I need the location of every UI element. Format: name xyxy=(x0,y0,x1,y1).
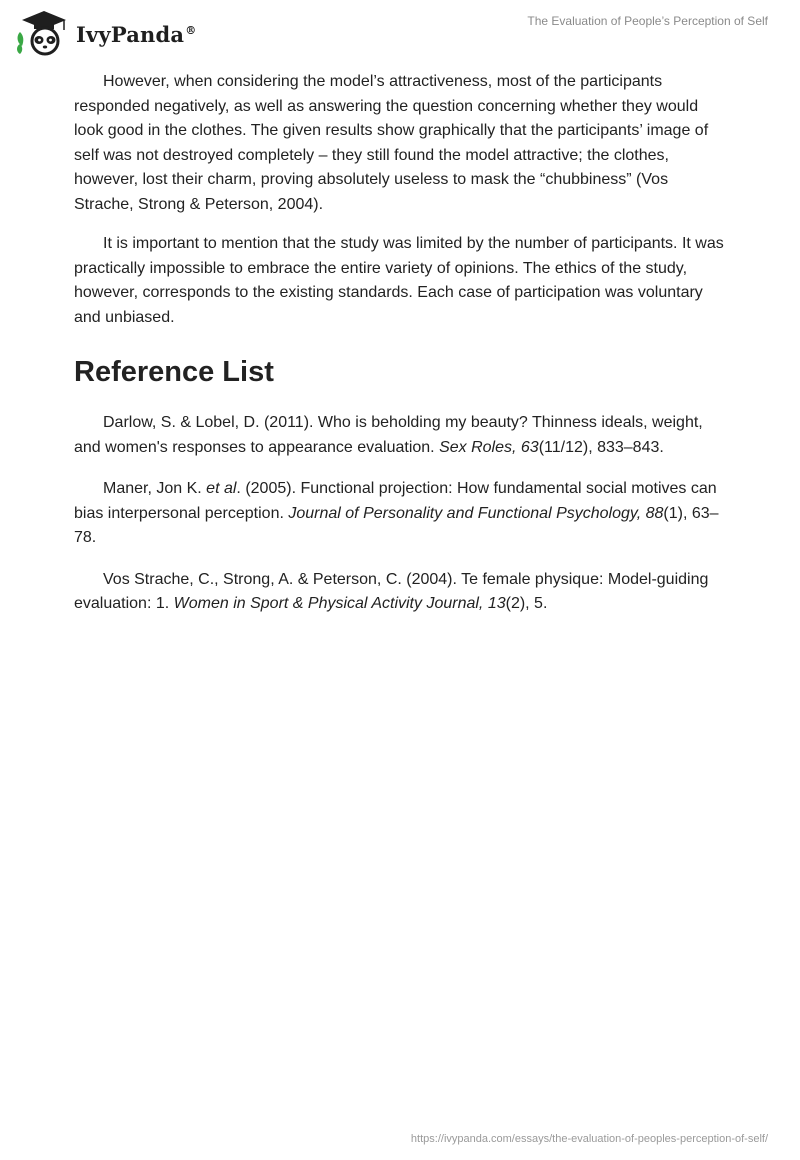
panda-graduate-icon xyxy=(14,8,72,56)
reference-list-heading: Reference List xyxy=(74,356,274,388)
brand-name: IvyPanda® xyxy=(76,21,197,47)
essay-content xyxy=(74,70,724,634)
reference-entry: Darlow, S. & Lobel, D. (2011). Who is beholding my beauty? Thinness ideals, weight, and women's responses to appearance evaluation. Sex Roles, 63(11/12), 833–843. xyxy=(74,414,703,456)
page-header xyxy=(0,0,800,60)
reference-entry: Vos Strache, C., Strong, A. & Peterson, C. (2004). Te female physique: Model-guiding evaluation: 1. Women in Sport & Physical Activity Journal, 13(2), 5. xyxy=(74,570,709,612)
registered-mark: ® xyxy=(185,23,197,37)
running-title: The Evaluation of People’s Perception of Self xyxy=(527,14,768,28)
source-url[interactable]: https://ivypanda.com/essays/the-evaluation-of-peoples-perception-of-self/ xyxy=(410,1133,768,1145)
ivypanda-logo[interactable] xyxy=(14,8,196,56)
reference-entry: Maner, Jon K. et al. (2005). Functional projection: How fundamental social motives can bias interpersonal perception. Journal of Personality and Functional Psychology, 88(1), 63–78. xyxy=(74,480,719,546)
body-paragraph: It is important to mention that the study was limited by the number of participants. It was practically impossible to embrace the entire variety of opinions. The ethics of the study, however, corresponds to the existing standards. Each case of participation was voluntary and unbiased. xyxy=(74,235,724,326)
body-paragraph: However, when considering the model’s attractiveness, most of the participants responded negatively, as well as answering the question concerning whether they would look good in the clothes. The given results show graphically that the participants’ image of self was not destroyed completely – they still found the model attractive; the clothes, however, lost their charm, proving absolutely useless to mask the “chubbiness” (Vos Strache, Strong & Peterson, 2004). xyxy=(74,73,709,213)
